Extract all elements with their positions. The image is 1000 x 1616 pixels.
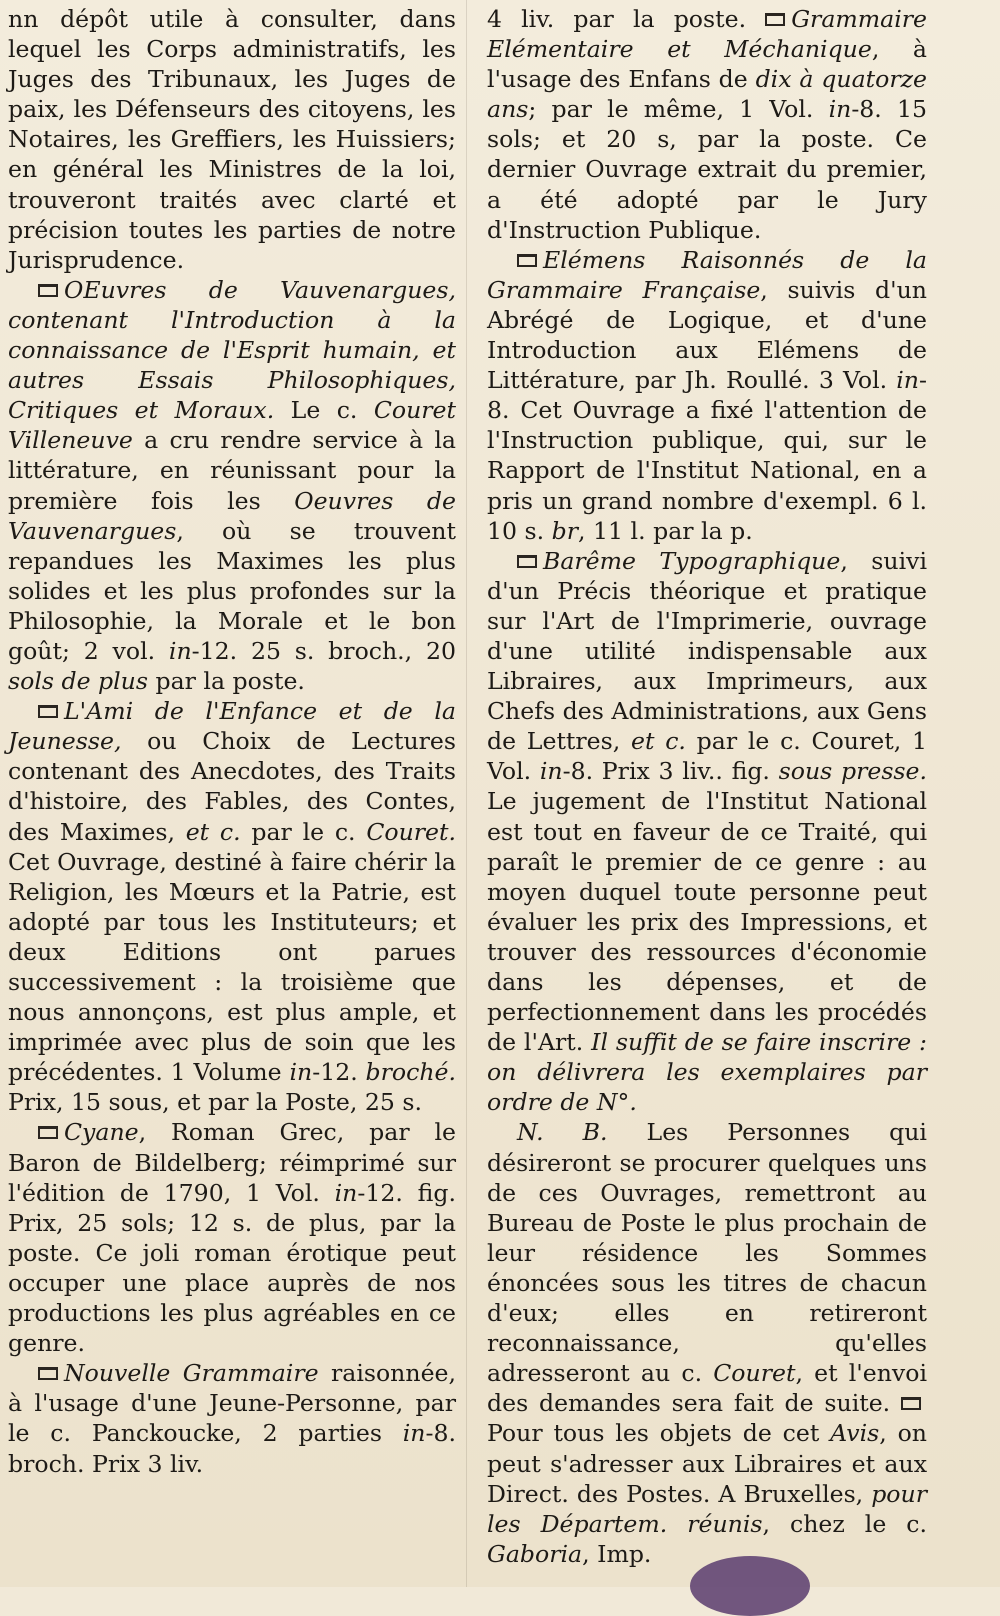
jurisprudence-paragraph: nn dépôt utile à consulter, dans lequel les Corps administratifs, les Juges des Tribunaux, les Juges de paix, les Défenseurs des citoyens, les Notaires, les Greffiers, les Huissiers; en général les Ministres de la loi, trouveront traités avec clarté et précision toutes les parties de notre Jurisprudence. [8,5,456,274]
paragraph-mark-icon [38,705,58,718]
grammaire-elementaire-title: Grammaire Elémentaire et Méchanique [487,5,927,64]
paragraph-mark-icon [38,1126,58,1139]
paragraph-mark-icon [901,1397,921,1410]
grammaire-elementaire-item: 4 liv. par la poste. Grammaire Elémentaire et Méchanique, à l'usage des Enfans de dix à quatorze ans; par le même, 1 Vol. in-8. 15 sols; et 20 s, par la poste. Ce dernier Ouvrage extrait du premier, a été adopté par le Jury d'Instruction Publique. [487,5,927,244]
paragraph-mark-icon [765,13,785,26]
bareme-item: Barême Typographique, suivi d'un Précis théorique et pratique sur l'Art de l'Imprimerie, ouvrage d'une utilité indispensable aux Libraires, aux Imprimeurs, aux Chefs des Administrations, aux Gens de Lettres, et c. par le c. Couret, 1 Vol. in-8. Prix 3 liv.. fig. sous presse. Le jugement de l'Institut National est tout en faveur de ce Traité, qui paraît le premier de ce genre : au moyen duquel toute personne peut évaluer les prix des Impressions, et trouver des ressources d'économie dans les dépenses, et de perfectionnement dans les procédés de l'Art. Il suffit de se faire inscrire : on délivrera les exemplaires par ordre de N°. [487,546,927,1117]
vauvenargues-title: OEuvres de Vauvenargues, contenant l'Introduction à la connaissance de l'Esprit humain, et autres Essais Philosophiques, Critiques et Moraux. [8,275,456,425]
ami-enfance-title: L'Ami de l'Enfance et de la Jeunesse, [8,697,456,756]
nota-bene-label: N. B. [517,1118,608,1147]
vauvenargues-item: OEuvres de Vauvenargues, contenant l'Introduction à la connaissance de l'Esprit humain, et autres Essais Philosophiques, Critiques et Moraux. Le c. Couret Villeneuve a cru rendre service à la littérature, en réunissant pour la première fois les Oeuvres de Vauvenargues, où se trouvent repandues les Maximes les plus solides et les plus profondes sur la Philosophie, la Morale et le bon goût; 2 vol. in-12. 25 s. broch., 20 sols de plus par la poste. [8,275,456,696]
bareme-title: Barême Typographique [543,546,841,575]
cyane-title: Cyane [64,1118,139,1147]
column-divider [466,0,467,1587]
paragraph-mark-icon [517,254,537,267]
ink-stamp [690,1556,810,1616]
nota-bene-paragraph: N. B. Les Personnes qui désireront se procurer quelques uns de ces Ouvrages, remettront au Bureau de Poste le plus prochain de leur résidence les Sommes énoncées sous les titres de chacun d'eux; elles en retireront reconnaissance, qu'elles adresseront au c. Couret, et l'envoi des demandes sera fait de suite. Pour tous les objets de cet Avis, on peut s'adresser aux Libraires et aux Direct. des Postes. A Bruxelles, pour les Départem. réunis, chez le c. Gaboria, Imp. [487,1118,927,1568]
paragraph-mark-icon [38,1367,58,1380]
elemens-raisonnes-item: Elémens Raisonnés de la Grammaire Française, suivis d'un Abrégé de Logique, et d'une Introduction aux Elémens de Littérature, par Jh. Roullé. 3 Vol. in-8. Cet Ouvrage a fixé l'attention de l'Instruction publique, qui, sur le Rapport de l'Institut National, en a pris un grand nombre d'exempl. 6 l. 10 s. br, 11 l. par la p. [487,245,927,545]
ami-enfance-item: L'Ami de l'Enfance et de la Jeunesse, ou Choix de Lectures contenant des Anecdotes, des Traits d'histoire, des Fables, des Contes, des Maximes, et c. par le c. Couret. Cet Ouvrage, destiné à faire chérir la Religion, les Mœurs et la Patrie, est adopté par tous les Instituteurs; et deux Editions ont parues successivement : la troisième que nous annonçons, est plus ample, et imprimée avec plus de soin que les précédentes. 1 Volume in-12. broché. Prix, 15 sous, et par la Poste, 25 s. [8,697,457,1117]
nouvelle-grammaire-title: Nouvelle Grammaire [64,1359,319,1388]
nouvelle-grammaire-item: Nouvelle Grammaire raisonnée, à l'usage d'une Jeune-Personne, par le c. Panckoucke, 2 parties in-8. broch. Prix 3 liv. [8,1359,456,1478]
left-column [8,4,456,1580]
paragraph-mark-icon [38,284,58,297]
cyane-item: Cyane, Roman Grec, par le Baron de Bildelberg; réimprimé sur l'édition de 1790, 1 Vol. in-12. fig. Prix, 25 sols; 12 s. de plus, par la poste. Ce joli roman érotique peut occuper une place auprès de nos productions les plus agréables en ce genre. [8,1118,456,1358]
right-column [487,4,927,1580]
paragraph-mark-icon [517,555,537,568]
elemens-raisonnes-title: Elémens Raisonnés de la Grammaire Française [487,245,927,304]
